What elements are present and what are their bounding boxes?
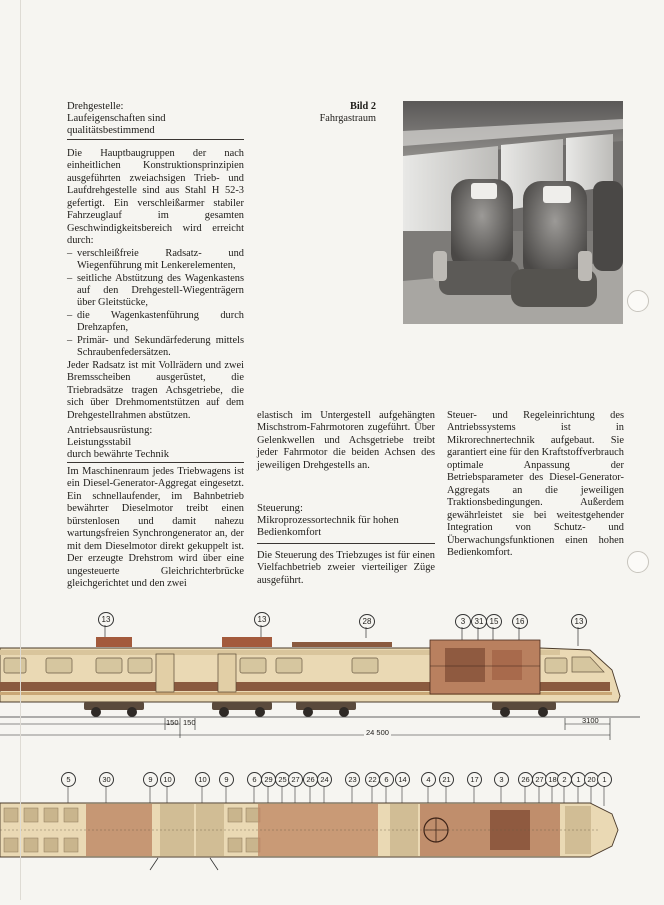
passenger-compartment-photo <box>403 101 623 324</box>
plan-callout-6: 6 <box>247 772 262 787</box>
section1-closing: Jeder Radsatz ist mit Vollrädern und zwei Bremsscheiben ausgerüstet, die Triebradsätze tragen Achsgetriebe, die sich über Drehmomentstützen auf dem Drehgestellrahmen abstützen. <box>67 359 244 421</box>
plan-callout-1: 1 <box>597 772 612 787</box>
page-edge-line <box>20 0 21 900</box>
section1-heading-line3: qualitätsbestimmend <box>67 125 155 137</box>
plan-callout-5: 5 <box>61 772 76 787</box>
callout-3: 3 <box>455 614 471 629</box>
section1-list-item: – seitliche Abstützung des Wagenkastens auf den Drehgestell-Wiegenträgern über Gleitstücke, <box>67 273 244 310</box>
plan-callout-22: 22 <box>365 772 380 787</box>
plan-callout-4: 4 <box>421 772 436 787</box>
section1-list-item: – verschleißfreie Radsatz- und Wiegenführung mit Lenkerelementen, <box>67 248 244 273</box>
section3-text: Die Steuerung des Triebzuges ist für einen Vielfachbetrieb zweier vierteiliger Züge ausgeführt. <box>257 550 435 586</box>
plan-callout-10: 10 <box>195 772 210 787</box>
dimension-label: 3100 <box>582 716 599 725</box>
plan-callout-3: 3 <box>494 772 509 787</box>
section1-divider <box>67 139 244 140</box>
callout-15: 15 <box>486 614 502 629</box>
figure-caption <box>300 101 376 125</box>
section1-list-item: – Primär- und Sekundärfederung mittels Schraubenfedersätzen. <box>67 335 244 360</box>
plan-callout-9: 9 <box>219 772 234 787</box>
section1-heading-line1: Drehgestelle: <box>67 101 124 112</box>
dimension-label: 150 <box>166 718 179 727</box>
plan-callout-2: 2 <box>557 772 572 787</box>
punch-hole-bottom <box>627 551 649 573</box>
plan-view-drawing <box>0 770 664 900</box>
section1-body <box>67 148 244 422</box>
plan-callout-25: 25 <box>275 772 290 787</box>
dimension-label: 150 <box>183 718 196 727</box>
plan-callout-26: 26 <box>303 772 318 787</box>
col3-text: Steuer- und Regeleinrichtung des Antriebssystems ist in Mikrorechnertechnik aufgebaut. Sie garantiert eine für den Kraftstoffverbrauch optimale Anpassung der Betriebsparameter des Diesel-Generator-Aggregats an die jeweiligen Traktionsbedingungen. Außerdem gewährleistet sie bei weitestgehender Integration von Schutz- und Überwachungsfunktionen einen hohen Bedienkomfort. <box>447 410 624 558</box>
section3-heading-line1: Steuerung: <box>257 503 303 514</box>
section2-heading-line2: Leistungsstabil <box>67 437 132 449</box>
section3-divider <box>257 543 435 544</box>
plan-callout-1: 1 <box>571 772 586 787</box>
section1-heading <box>67 101 252 138</box>
punch-hole-top <box>627 290 649 312</box>
section1-list <box>67 248 244 360</box>
plan-callout-27: 27 <box>288 772 303 787</box>
plan-callout-10: 10 <box>160 772 175 787</box>
figure-title: Fahrgastraum <box>319 113 376 124</box>
section1-heading-line2: Laufeigenschaften sind <box>67 113 166 125</box>
side-view-drawing <box>0 610 664 755</box>
plan-callout-29: 29 <box>261 772 276 787</box>
section1-intro: Die Hauptbaugruppen der nach einheitlichen Konstruktionsprinzipien ausgeführten zweiachsigen Trieb- und Laufdrehgestelle sind aus Stahl H 52-3 gefertigt. Ein verschleißarmer stabiler Fahrzeuglauf im gesamten Geschwindigkeitsbereich wird erreicht durch: <box>67 148 244 247</box>
section1-list-item: – die Wagenkastenführung durch Drehzapfen, <box>67 310 244 335</box>
plan-callout-23: 23 <box>345 772 360 787</box>
section3-heading <box>257 503 442 540</box>
section2-divider <box>67 462 244 463</box>
section3-heading-line2: Mikroprozessortechnik für hohen <box>257 515 399 527</box>
callout-16: 16 <box>512 614 528 629</box>
plan-callout-27: 27 <box>532 772 547 787</box>
plan-callout-18: 18 <box>545 772 560 787</box>
plan-callout-14: 14 <box>395 772 410 787</box>
callout-28: 28 <box>359 614 375 629</box>
callout-13: 13 <box>98 612 114 627</box>
section2-col2: elastisch im Untergestell aufgehängten Mischstrom-Fahrmotoren zugeführt. Über Gelenkwellen und Achsgetriebe treibt jeder Fahrmotor die beiden Achsen des jeweiligen Drehgestells an. <box>257 410 435 471</box>
section3-heading-line3: Bedienkomfort <box>257 527 322 539</box>
figure-label: Bild 2 <box>349 101 376 112</box>
section2-heading <box>67 425 252 462</box>
callout-31: 31 <box>471 614 487 629</box>
plan-callout-17: 17 <box>467 772 482 787</box>
section2-heading-line3: durch bewährte Technik <box>67 449 170 461</box>
plan-callout-21: 21 <box>439 772 454 787</box>
section2-heading-line1: Antriebsausrüstung: <box>67 425 153 436</box>
plan-callout-6: 6 <box>379 772 394 787</box>
plan-callout-30: 30 <box>99 772 114 787</box>
plan-callout-9: 9 <box>143 772 158 787</box>
callout-13: 13 <box>254 612 270 627</box>
plan-callout-26: 26 <box>518 772 533 787</box>
plan-callout-24: 24 <box>317 772 332 787</box>
plan-callout-20: 20 <box>584 772 599 787</box>
section2-col1: Im Maschinenraum jedes Triebwagens ist ein Diesel-Generator-Aggregat eingesetzt. Ein schnellaufender, im Bahnbetrieb bewährter Dieselmotor treibt einen bürstenlosen und damit nahezu wartungsfreien Synchrongenerator an, der mit dem Dieselmotor direkt gekuppelt ist. Der erzeugte Drehstrom wird über eine ungesteuerte Gleichrichterbrücke gleichgerichtet und den zwei <box>67 466 244 590</box>
callout-13: 13 <box>571 614 587 629</box>
dimension-label: 24 500 <box>366 728 389 737</box>
